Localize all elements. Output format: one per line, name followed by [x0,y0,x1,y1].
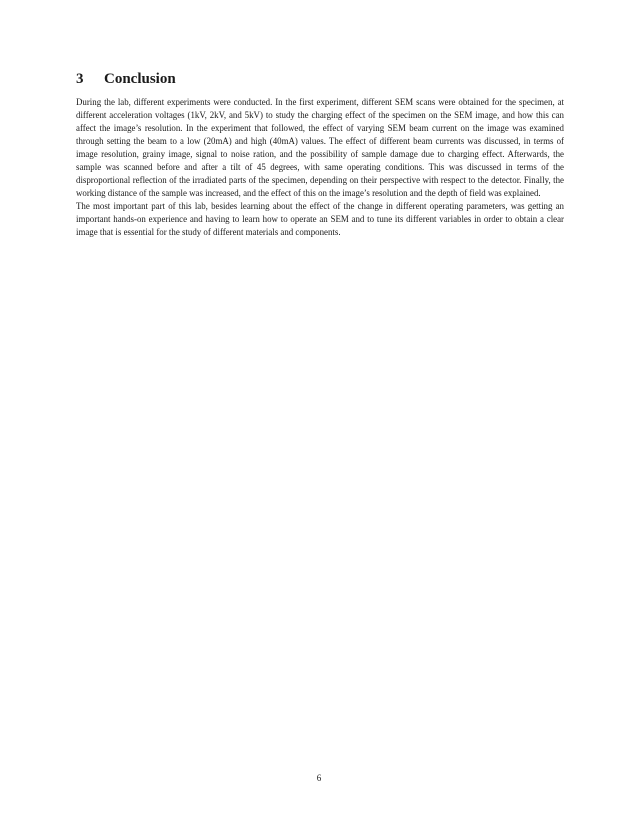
section-number: 3 [76,71,84,87]
section-heading [76,69,566,89]
paragraph-lab-importance: The most important part of this lab, besides learning about the effect of the change in different operating parameters, was getting an important hands-on experience and having to learn how to operate an SEM and to tune its different variables in order to obtain a clear image that is essential for the study of different materials and components. [76,201,564,238]
section-title: Conclusion [104,71,176,87]
page-number: 6 [316,773,322,783]
paragraph-experiments-summary: During the lab, different experiments were conducted. In the first experiment, different SEM scans were obtained for the specimen, at different acceleration voltages (1kV, 2kV, and 5kV) to study the charging effect of the specimen on the SEM image, and how this can affect the image’s resolution. In the experiment that followed, the effect of varying SEM beam current on the image was examined through setting the beam to a low (20mA) and high (40mA) values. The effect of different beam currents was discussed, in terms of image resolution, grainy image, signal to noise ration, and the possibility of sample damage due to charging effect. Afterwards, the sample was scanned before and after a tilt of 45 degrees, with same operating conditions. This was discussed in terms of the disproportional reflection of the irradiated parts of the specimen, depending on their perspective with respect to the detector. Finally, the working distance of the sample was increased, and the effect of this on the image’s resolution and the depth of field was explained. [76,97,564,199]
section-body [76,96,564,240]
